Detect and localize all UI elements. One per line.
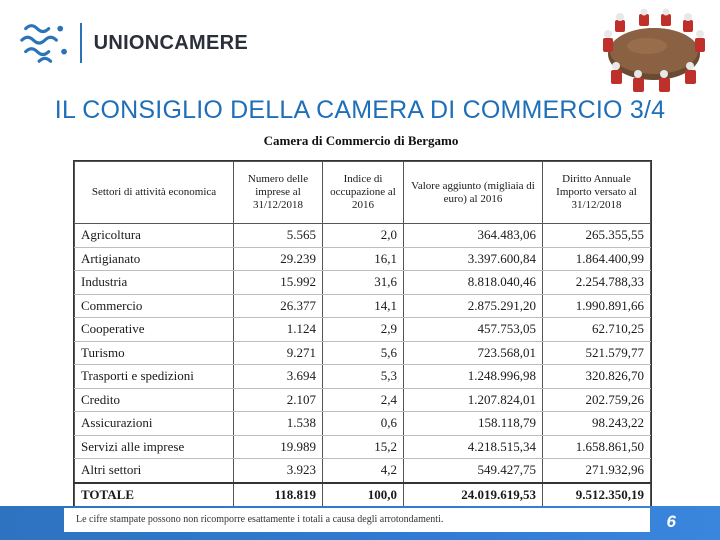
sector-cell: Commercio (75, 294, 234, 318)
value-cell: 14,1 (323, 294, 404, 318)
value-cell: 158.118,79 (404, 412, 543, 436)
value-cell: 31,6 (323, 271, 404, 295)
sector-cell: Agricoltura (75, 224, 234, 248)
value-cell: 16,1 (323, 247, 404, 271)
sector-cell: Cooperative (75, 318, 234, 342)
value-cell: 1.207.824,01 (404, 388, 543, 412)
unioncamere-logo-icon (18, 18, 74, 68)
table-row (75, 412, 651, 436)
unioncamere-logo (18, 18, 248, 68)
sector-cell: TOTALE (75, 483, 234, 507)
value-cell: 1.124 (234, 318, 323, 342)
table-row (75, 318, 651, 342)
value-cell: 202.759,26 (543, 388, 651, 412)
value-cell: 1.248.996,98 (404, 365, 543, 389)
value-cell: 98.243,22 (543, 412, 651, 436)
logo-divider (80, 23, 82, 63)
column-header-imprese: Numero delle imprese al 31/12/2018 (234, 162, 323, 224)
page-number: 6 (666, 512, 676, 531)
value-cell: 320.826,70 (543, 365, 651, 389)
value-cell: 118.819 (234, 483, 323, 507)
value-cell: 4,2 (323, 459, 404, 483)
table-row (75, 247, 651, 271)
value-cell: 4.218.515,34 (404, 435, 543, 459)
table-caption: Camera di Commercio di Bergamo (263, 133, 459, 148)
sector-cell: Industria (75, 271, 234, 295)
value-cell: 2.254.788,33 (543, 271, 651, 295)
value-cell: 1.864.400,99 (543, 247, 651, 271)
table-row (75, 435, 651, 459)
value-cell: 8.818.040,46 (404, 271, 543, 295)
value-cell: 19.989 (234, 435, 323, 459)
value-cell: 1.990.891,66 (543, 294, 651, 318)
value-cell: 3.397.600,84 (404, 247, 543, 271)
value-cell: 100,0 (323, 483, 404, 507)
table-row (75, 365, 651, 389)
value-cell: 2.107 (234, 388, 323, 412)
value-cell: 5,3 (323, 365, 404, 389)
column-header-occupazione: Indice di occupazione al 2016 (323, 162, 404, 224)
sector-cell: Servizi alle imprese (75, 435, 234, 459)
sector-cell: Credito (75, 388, 234, 412)
table-row (75, 271, 651, 295)
value-cell: 3.694 (234, 365, 323, 389)
sector-cell: Altri settori (75, 459, 234, 483)
table-row (75, 224, 651, 248)
value-cell: 265.355,55 (543, 224, 651, 248)
value-cell: 29.239 (234, 247, 323, 271)
table-total-row (75, 483, 651, 507)
sector-cell: Assicurazioni (75, 412, 234, 436)
value-cell: 26.377 (234, 294, 323, 318)
value-cell: 9.512.350,19 (543, 483, 651, 507)
value-cell: 9.271 (234, 341, 323, 365)
sector-table (73, 160, 652, 507)
value-cell: 2.875.291,20 (404, 294, 543, 318)
value-cell: 3.923 (234, 459, 323, 483)
value-cell: 723.568,01 (404, 341, 543, 365)
value-cell: 549.427,75 (404, 459, 543, 483)
footnote: Le cifre stampate possono non ricomporre esattamente i totali a causa degli arrotondamenti. (64, 508, 650, 532)
value-cell: 457.753,05 (404, 318, 543, 342)
value-cell: 521.579,77 (543, 341, 651, 365)
sector-cell: Artigianato (75, 247, 234, 271)
value-cell: 271.932,96 (543, 459, 651, 483)
column-header-valore-aggiunto: Valore aggiunto (migliaia di euro) al 2016 (404, 162, 543, 224)
value-cell: 0,6 (323, 412, 404, 436)
value-cell: 15,2 (323, 435, 404, 459)
table-row (75, 294, 651, 318)
value-cell: 5.565 (234, 224, 323, 248)
logo-wordmark: UNIONCAMERE (93, 31, 248, 54)
value-cell: 2,9 (323, 318, 404, 342)
table-row (75, 459, 651, 483)
value-cell: 2,0 (323, 224, 404, 248)
value-cell: 15.992 (234, 271, 323, 295)
slide-title: IL CONSIGLIO DELLA CAMERA DI COMMERCIO 3/4 (54, 96, 666, 124)
table-row (75, 341, 651, 365)
table-row (75, 388, 651, 412)
column-header-sector: Settori di attività economica (75, 162, 234, 224)
value-cell: 1.658.861,50 (543, 435, 651, 459)
table-header-row (75, 162, 651, 224)
sector-cell: Trasporti e spedizioni (75, 365, 234, 389)
value-cell: 1.538 (234, 412, 323, 436)
value-cell: 364.483,06 (404, 224, 543, 248)
meeting-table-illustration (595, 8, 713, 96)
value-cell: 62.710,25 (543, 318, 651, 342)
sector-cell: Turismo (75, 341, 234, 365)
value-cell: 2,4 (323, 388, 404, 412)
column-header-diritto-annuale: Diritto Annuale Importo versato al 31/12/2018 (543, 162, 651, 224)
value-cell: 24.019.619,53 (404, 483, 543, 507)
value-cell: 5,6 (323, 341, 404, 365)
